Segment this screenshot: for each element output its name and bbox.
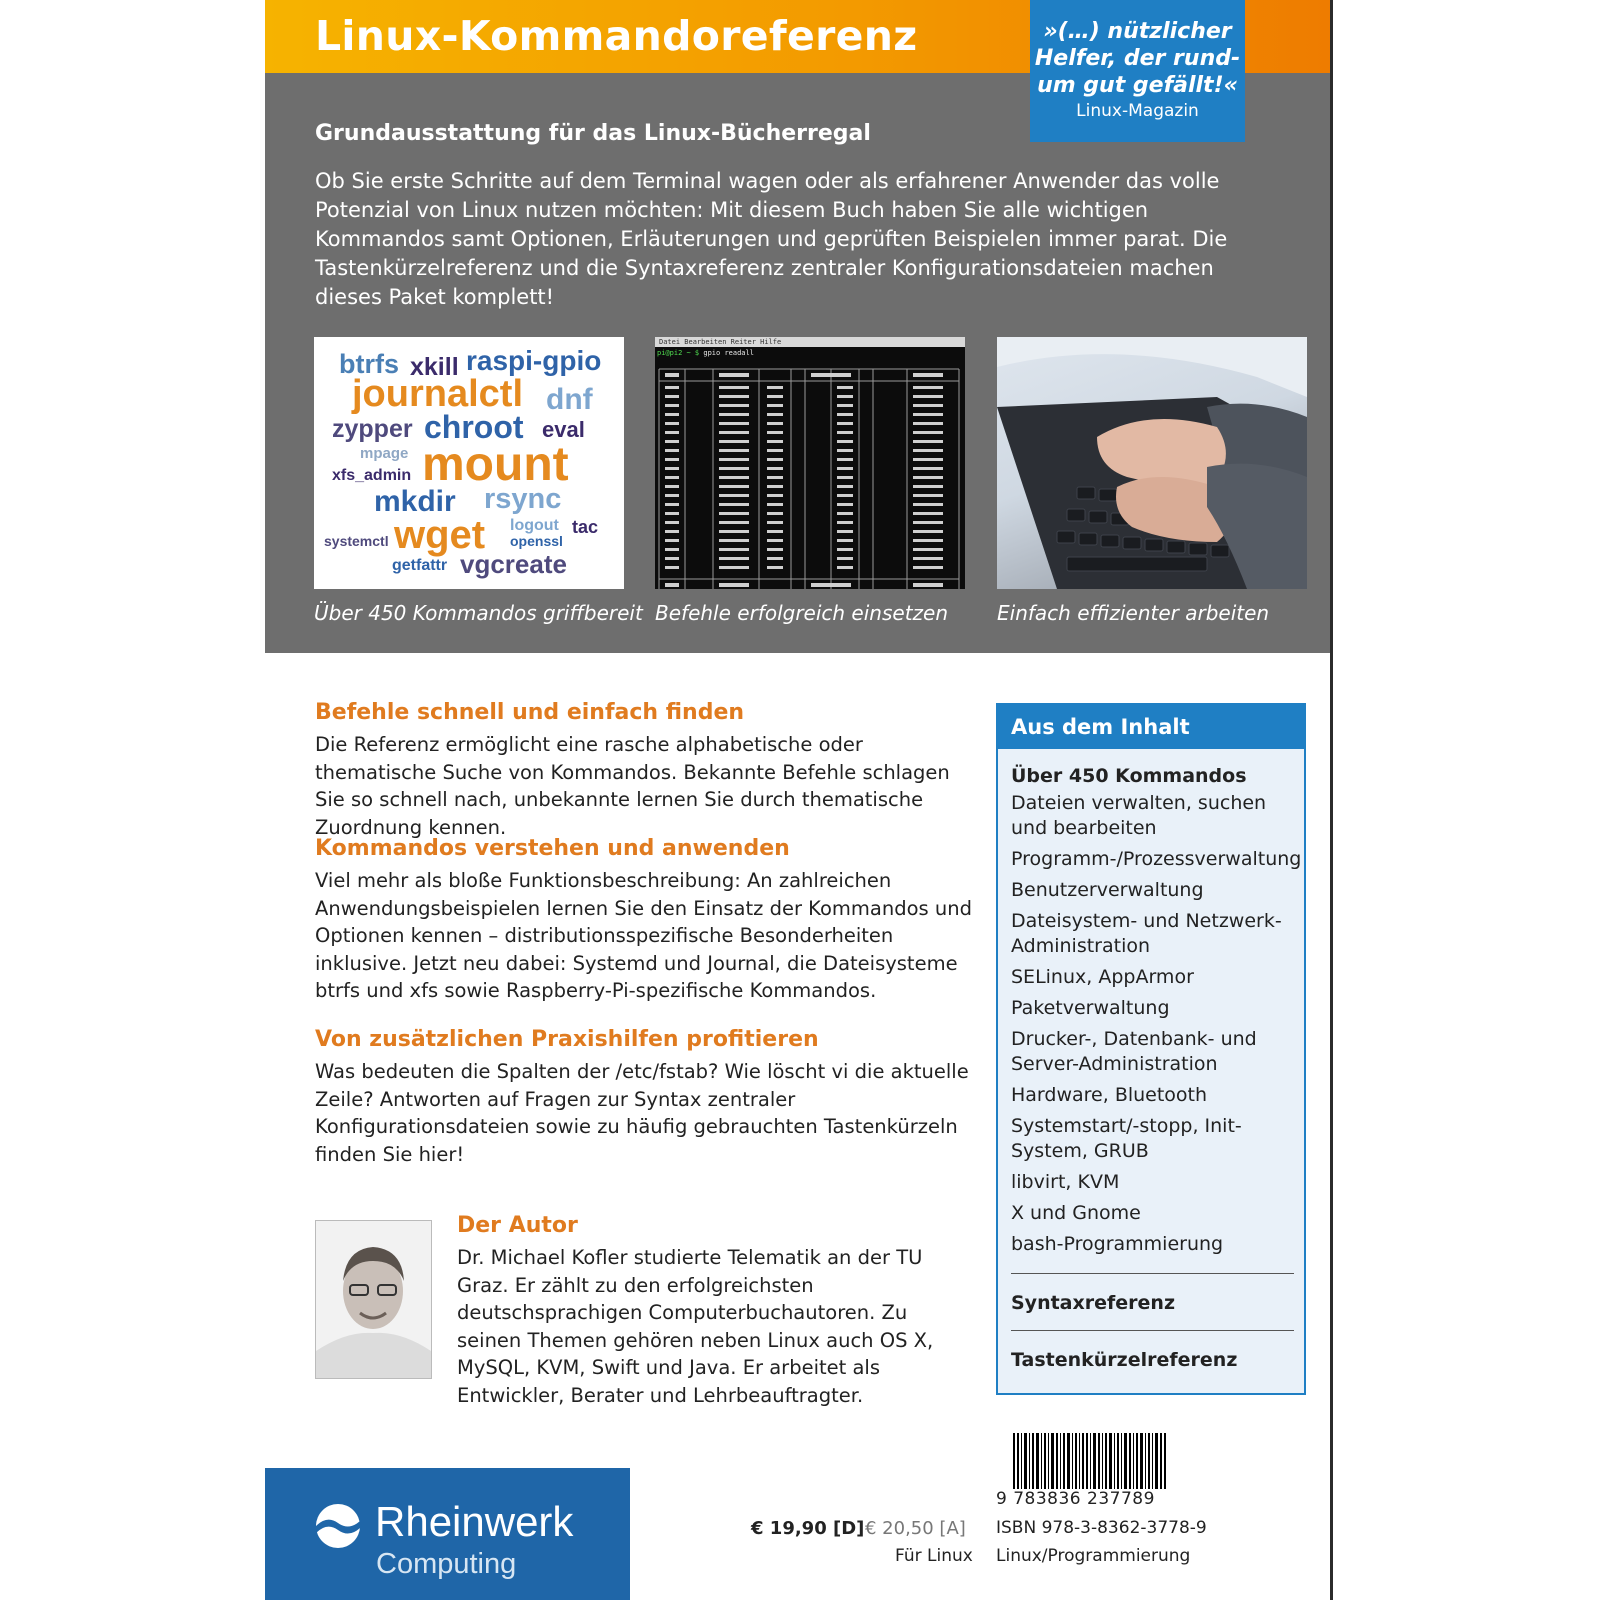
- isbn: ISBN 978-3-8362-3778-9: [996, 1518, 1207, 1538]
- section-heading: Von zusätzlichen Praxishilfen profitieren: [315, 1027, 819, 1052]
- contents-heading: Aus dem Inhalt: [998, 705, 1304, 749]
- author-portrait-graphic: [316, 1221, 431, 1378]
- quote-line: »(…) nützlicher: [1043, 19, 1232, 44]
- caption-wordcloud: Über 450 Kommandos griffbereit: [314, 601, 643, 625]
- price-germany: € 19,90 [D]: [751, 1518, 865, 1539]
- author-photo: [315, 1220, 432, 1379]
- publisher-logo-block: [265, 1468, 630, 1600]
- back-cover: [265, 0, 1330, 1600]
- word: journalctl: [352, 373, 524, 415]
- publisher-imprint: Computing: [376, 1548, 517, 1580]
- word: mkdir: [374, 485, 456, 518]
- terminal-menubar: Datei Bearbeiten Reiter Hilfe: [655, 337, 965, 347]
- section-heading: Befehle schnell und einfach finden: [315, 700, 745, 725]
- word: zypper: [332, 415, 413, 443]
- author-block: [457, 1213, 977, 1409]
- list-item: Hardware, Bluetooth: [1011, 1084, 1208, 1106]
- list-item: libvirt, KVM: [1011, 1171, 1120, 1193]
- divider: [1011, 1273, 1294, 1274]
- author-text: Dr. Michael Kofler studierte Telematik an der TU Graz. Er zählt zu den erfolgreichsten deutschsprachigen Computerbuchautoren. Zu seinen Themen gehören neben Linux auch OS X, MySQL, KVM, Swift und Java. Er arbeitet als Entwickler, Berater und Lehrbeauftragter.: [457, 1246, 934, 1407]
- quote-line: Helfer, der rund-: [1034, 46, 1241, 71]
- category: Linux/Programmierung: [996, 1546, 1191, 1566]
- word: rsync: [484, 483, 562, 515]
- list-item: Benutzerverwaltung: [1011, 879, 1204, 901]
- list-item: Dateisystem- und Netzwerk-Administration: [1011, 910, 1282, 957]
- word: xkill: [410, 353, 459, 381]
- terminal-prompt: pi@pi2 ~ $: [657, 349, 700, 357]
- word: btrfs: [339, 349, 399, 379]
- word: mpage: [360, 445, 409, 462]
- section-text: Die Referenz ermöglicht eine rasche alphabetische oder thematische Suche von Kommandos. Bekannte Befehle schlagen Sie so schnell nach, unbekannte lernen Sie durch thematische Zuordnung kennen.: [315, 733, 950, 839]
- ean-number: 9 783836 237789: [996, 1489, 1155, 1509]
- word: wget: [394, 513, 486, 557]
- word: vgcreate: [460, 549, 567, 579]
- typing-hands-photo: [997, 337, 1307, 589]
- contents-syntax: Syntaxreferenz: [1011, 1292, 1176, 1314]
- word: dnf: [546, 383, 593, 416]
- intro-subtitle: Grundausstattung für das Linux-Bücherregal: [315, 121, 871, 146]
- list-item: X und Gnome: [1011, 1202, 1141, 1224]
- press-quote-badge: [1030, 0, 1245, 142]
- word: xfs_admin: [332, 467, 412, 484]
- word: raspi-gpio: [466, 345, 602, 376]
- section-practice: [315, 1027, 975, 1168]
- section-text: Viel mehr als bloße Funktionsbeschreibung: An zahlreichen Anwendungsbeispielen lernen Sie den Einsatz der Kommandos und Optionen kennen – distributionsspezifische Besonderheiten inklusive. Jetzt neu dabei: Systemd und Journal, die Dateisysteme btrfs und xfs sowie Raspberry-Pi-spezifische Kommandos.: [315, 869, 972, 1002]
- book-title: Linux-Kommandoreferenz: [315, 12, 918, 60]
- section-understand: [315, 836, 975, 1005]
- list-item: SELinux, AppArmor: [1011, 966, 1194, 988]
- list-item: bash-Programmierung: [1011, 1233, 1224, 1255]
- word: systemctl: [324, 533, 389, 549]
- word: eval: [542, 417, 585, 442]
- caption-terminal: Befehle erfolgreich einsetzen: [655, 601, 949, 625]
- contents-list: [998, 791, 1304, 1257]
- intro-text: Ob Sie erste Schritte auf dem Terminal wagen oder als erfahrener Anwender das volle Potenzial von Linux nutzen möchten: Mit diesem Buch haben Sie alle wichtigen Kommandos samt Optionen, Erläuterungen und geprüften Beispielen immer parat. Die Tastenkürzelreferenz und die Syntaxreferenz zentraler Konfigurationsdateien machen dieses Paket komplett!: [315, 169, 1228, 309]
- word: chroot: [424, 409, 524, 445]
- word: openssl: [510, 533, 563, 549]
- rheinwerk-logo-icon: [313, 1501, 363, 1551]
- intro-panel: [265, 73, 1330, 653]
- barcode: [1013, 1433, 1168, 1489]
- contents-box: [996, 703, 1306, 1395]
- section-find: [315, 700, 975, 841]
- terminal-command: gpio readall: [699, 349, 754, 357]
- publisher-name: Rheinwerk: [375, 1498, 574, 1545]
- section-text: Was bedeuten die Spalten der /etc/fstab? Wie löscht vi die aktuelle Zeile? Antworten auf Fragen zur Syntax zentraler Konfigurationsdateien sowie zu häufig gebrauchten Tastenkürzeln finden Sie hier!: [315, 1060, 969, 1166]
- word: tac: [572, 517, 599, 537]
- section-heading: Kommandos verstehen und anwenden: [315, 836, 790, 861]
- quote-source: Linux-Magazin: [1076, 101, 1199, 121]
- keyboard-hands-graphic: [997, 337, 1307, 589]
- wordcloud-image: [314, 337, 624, 589]
- list-item: Programm-/Prozessverwaltung: [1011, 848, 1302, 870]
- spine-edge: [1330, 0, 1333, 1600]
- divider: [1011, 1330, 1294, 1331]
- platform-label: Für Linux: [895, 1546, 973, 1566]
- terminal-command-line: [657, 349, 754, 357]
- word: getfattr: [392, 557, 448, 574]
- terminal-image: [655, 337, 965, 589]
- caption-typing: Einfach effizienter arbeiten: [997, 601, 1270, 625]
- word: logout: [510, 517, 559, 534]
- list-item: Drucker-, Datenbank- und Server-Administration: [1011, 1028, 1257, 1075]
- list-item: Systemstart/-stopp, Init-System, GRUB: [1011, 1115, 1242, 1162]
- price-austria: € 20,50 [A]: [865, 1518, 966, 1539]
- list-item: Dateien verwalten, suchen und bearbeiten: [1011, 792, 1267, 839]
- list-item: Paketverwaltung: [1011, 997, 1170, 1019]
- word: mount: [422, 438, 569, 491]
- gpio-table-graphic: [655, 359, 965, 589]
- contents-lead: Über 450 Kommandos: [1011, 765, 1247, 787]
- author-heading: Der Autor: [457, 1213, 578, 1238]
- contents-shortcuts: Tastenkürzelreferenz: [1011, 1349, 1238, 1371]
- quote-line: um gut gefällt!«: [1037, 73, 1238, 98]
